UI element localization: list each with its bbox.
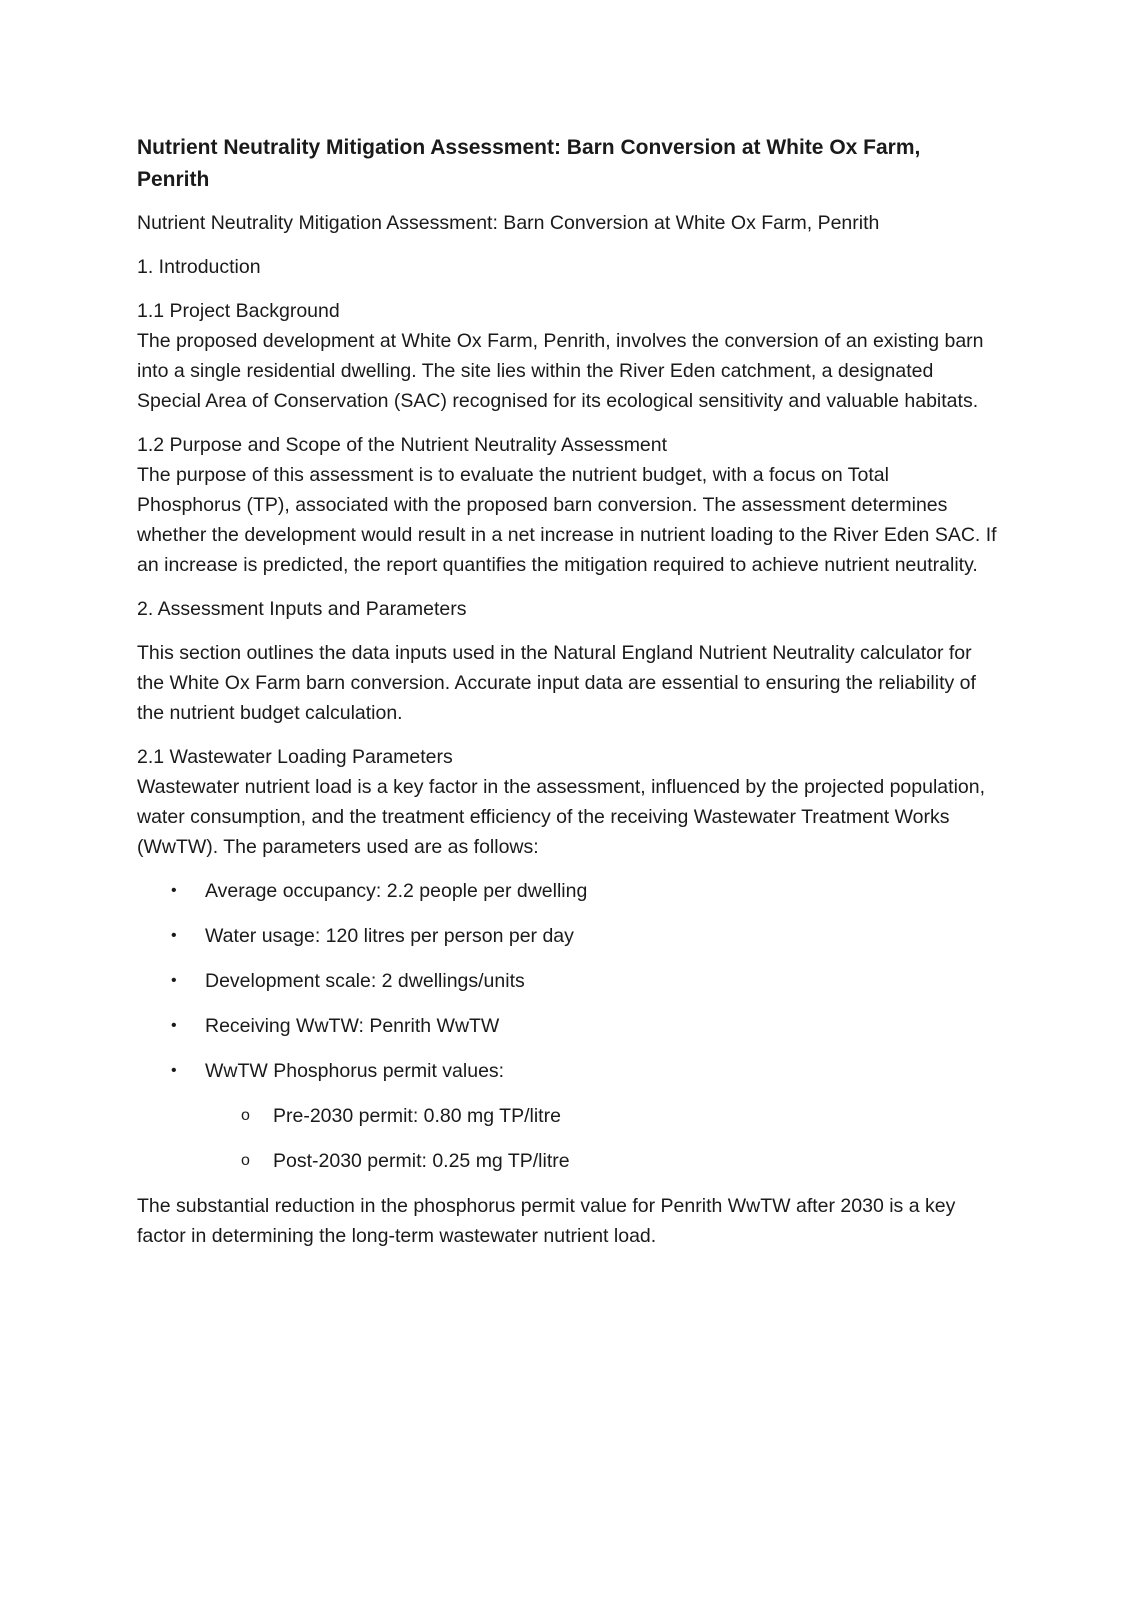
- section-1-heading: 1. Introduction: [137, 256, 261, 278]
- bullet-icon: •: [171, 882, 177, 899]
- list-item-text: WwTW Phosphorus permit values:: [205, 1060, 505, 1082]
- list-item-text: Receiving WwTW: Penrith WwTW: [205, 1015, 500, 1037]
- list-item: [137, 876, 997, 906]
- sub-list-item-text: Pre-2030 permit: 0.80 mg TP/litre: [273, 1105, 561, 1127]
- document-title: Nutrient Neutrality Mitigation Assessment: Barn Conversion at White Ox Farm, Penrith: [137, 136, 921, 191]
- section-2-1-heading: 2.1 Wastewater Loading Parameters: [137, 746, 453, 768]
- document-page: [137, 132, 997, 1265]
- sub-list-item-text: Post-2030 permit: 0.25 mg TP/litre: [273, 1150, 570, 1172]
- bullet-icon: •: [171, 1062, 177, 1079]
- section-2-1-body: Wastewater nutrient load is a key factor in the assessment, influenced by the projected population, water consumption, and the treatment efficiency of the receiving Wastewater Treatment Works (WwTW). The parameters used are as follows:: [137, 776, 986, 858]
- section-2-heading: 2. Assessment Inputs and Parameters: [137, 598, 467, 620]
- list-item: [137, 966, 997, 996]
- section-1-1: [137, 296, 997, 416]
- section-1-2-heading: 1.2 Purpose and Scope of the Nutrient Neutrality Assessment: [137, 434, 668, 456]
- circle-bullet-icon: o: [241, 1152, 250, 1169]
- bullet-icon: •: [171, 927, 177, 944]
- list-item: [137, 1011, 997, 1041]
- list-item-text: Development scale: 2 dwellings/units: [205, 970, 525, 992]
- section-2-1: [137, 742, 997, 862]
- sub-list-item: [205, 1101, 997, 1131]
- document-subtitle: Nutrient Neutrality Mitigation Assessment: Barn Conversion at White Ox Farm, Penrith: [137, 212, 880, 234]
- list-item-text: Average occupancy: 2.2 people per dwelling: [205, 880, 588, 902]
- list-item: [137, 1056, 997, 1176]
- section-2-intro: This section outlines the data inputs used in the Natural England Nutrient Neutrality calculator for the White Ox Farm barn conversion. Accurate input data are essential to ensuring the reliability of the nutrient budget calculation.: [137, 642, 976, 724]
- list-item-text: Water usage: 120 litres per person per day: [205, 925, 574, 947]
- section-1-2: [137, 430, 997, 580]
- bullet-icon: •: [171, 1017, 177, 1034]
- sub-list-item: [205, 1146, 997, 1176]
- permit-sub-list: [205, 1101, 997, 1176]
- section-1-2-body: The purpose of this assessment is to evaluate the nutrient budget, with a focus on Total Phosphorus (TP), associated with the proposed barn conversion. The assessment determines whether the development would result in a net increase in nutrient loading to the River Eden SAC. If an increase is predicted, the report quantifies the mitigation required to achieve nutrient neutrality.: [137, 464, 997, 576]
- bullet-icon: •: [171, 972, 177, 989]
- section-2-1-conclusion: The substantial reduction in the phosphorus permit value for Penrith WwTW after 2030 is a key factor in determining the long-term wastewater nutrient load.: [137, 1195, 956, 1247]
- section-1-1-heading: 1.1 Project Background: [137, 300, 340, 322]
- list-item: [137, 921, 997, 951]
- section-1-1-body: The proposed development at White Ox Farm, Penrith, involves the conversion of an existing barn into a single residential dwelling. The site lies within the River Eden catchment, a designated Special Area of Conservation (SAC) recognised for its ecological sensitivity and valuable habitats.: [137, 330, 984, 412]
- parameter-list: [137, 876, 997, 1176]
- circle-bullet-icon: o: [241, 1107, 250, 1124]
